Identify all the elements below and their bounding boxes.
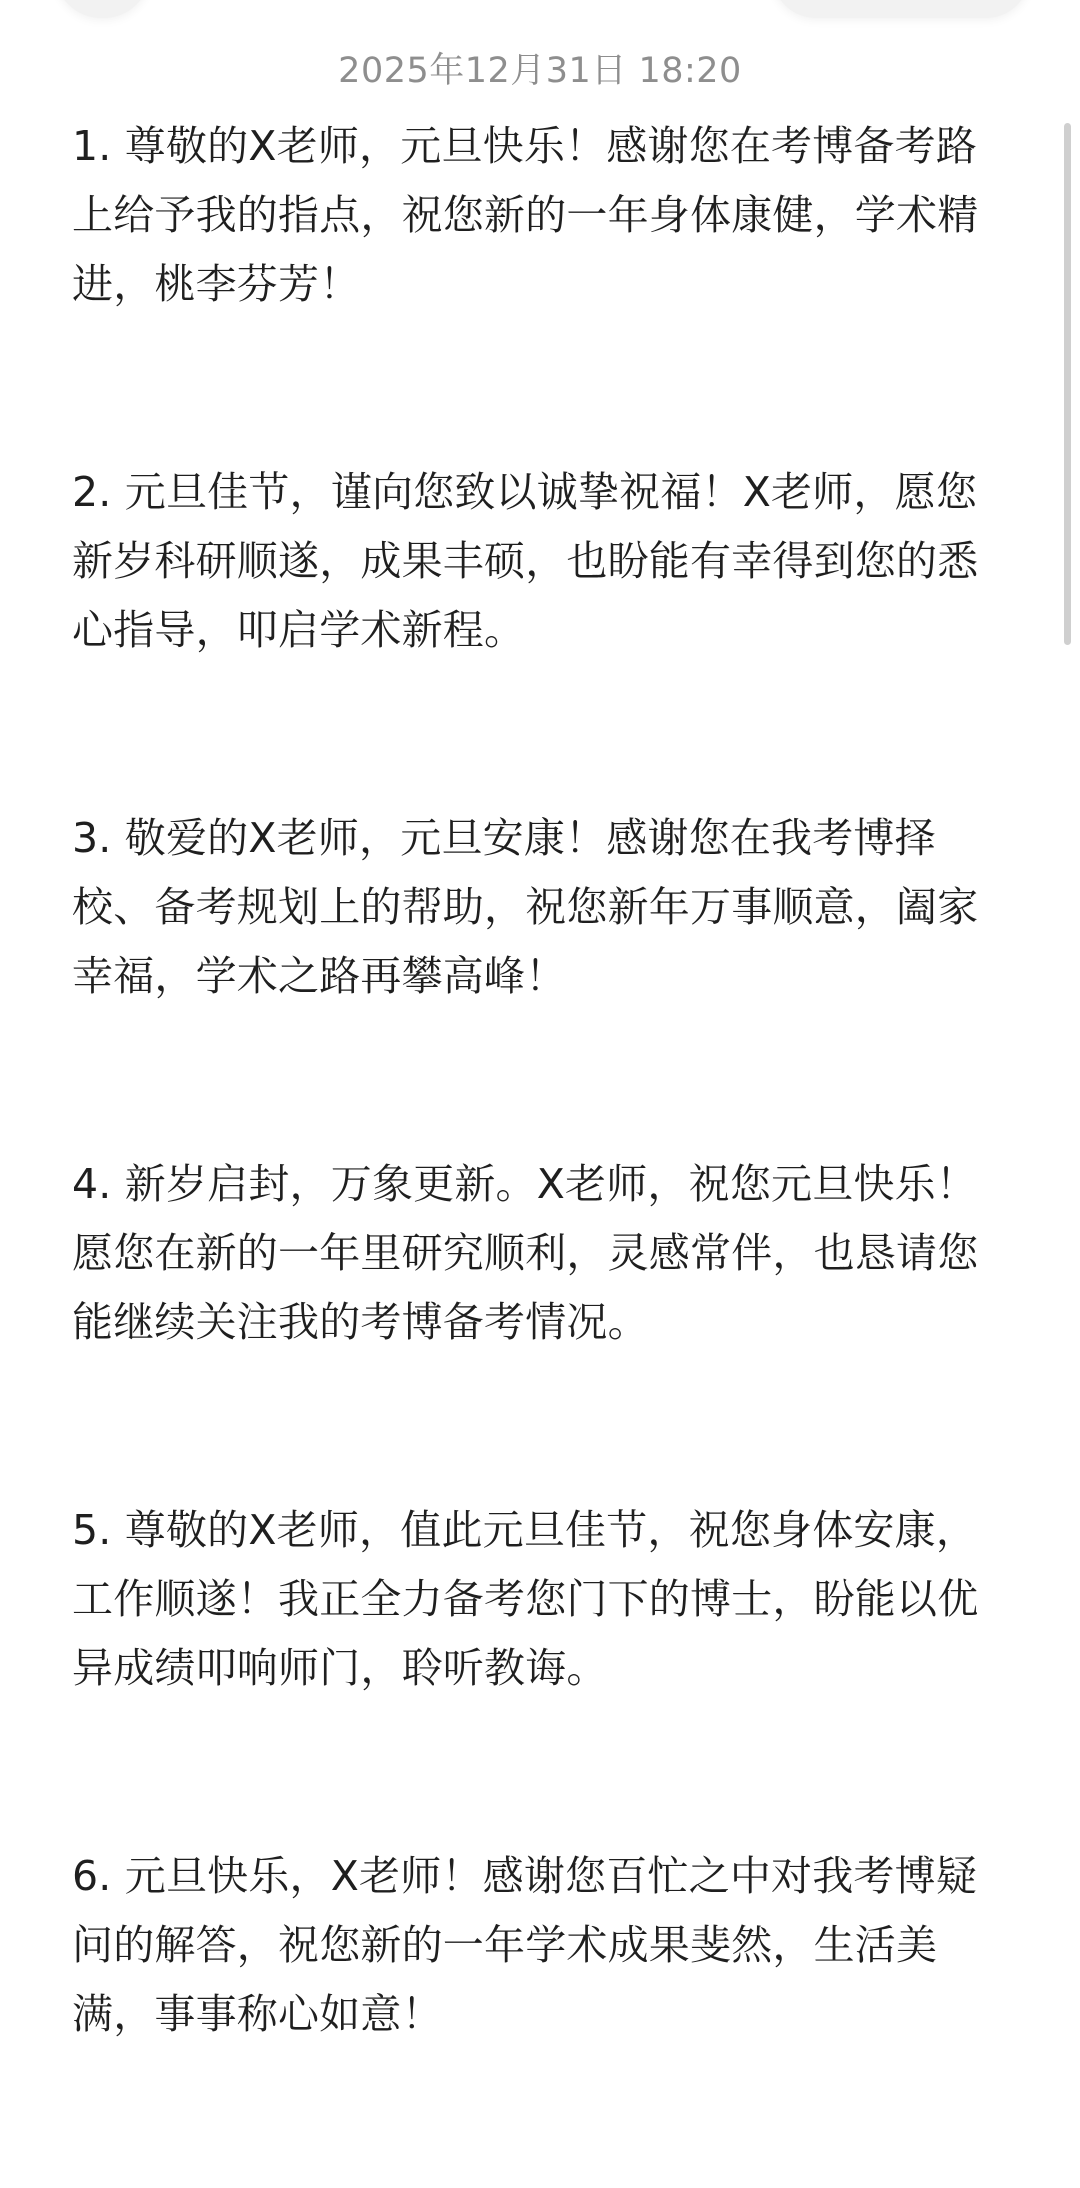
message-item: 1. 尊敬的X老师，元旦快乐！感谢您在考博备考路上给予我的指点，祝您新的一年身体康健，学术精进，桃李芬芳！ bbox=[72, 122, 979, 308]
message-list bbox=[72, 112, 987, 2188]
message-item: 5. 尊敬的X老师，值此元旦佳节，祝您身体安康，工作顺遂！我正全力备考您门下的博士，盼能以优异成绩叩响师门，聆听教诲。 bbox=[72, 1506, 979, 1692]
message-item: 3. 敬爱的X老师，元旦安康！感谢您在我考博择校、备考规划上的帮助，祝您新年万事顺意，阖家幸福，学术之路再攀高峰！ bbox=[72, 814, 979, 1000]
top-left-floating-control bbox=[55, 0, 150, 18]
vertical-scrollbar[interactable] bbox=[1064, 123, 1071, 645]
message-item: 4. 新岁启封，万象更新。X老师，祝您元旦快乐！愿您在新的一年里研究顺利，灵感常伴，也恳请您能继续关注我的考博备考情况。 bbox=[72, 1160, 979, 1346]
message-item: 2. 元旦佳节，谨向您致以诚挚祝福！X老师，愿您新岁科研顺遂，成果丰硕，也盼能有幸得到您的悉心指导，叩启学术新程。 bbox=[72, 468, 979, 654]
message-item: 6. 元旦快乐，X老师！感谢您百忙之中对我考博疑问的解答，祝您新的一年学术成果斐然，生活美满，事事称心如意！ bbox=[72, 1852, 978, 2038]
top-right-floating-control bbox=[772, 0, 1030, 18]
timestamp: 2025年12月31日 18:20 bbox=[338, 51, 742, 91]
